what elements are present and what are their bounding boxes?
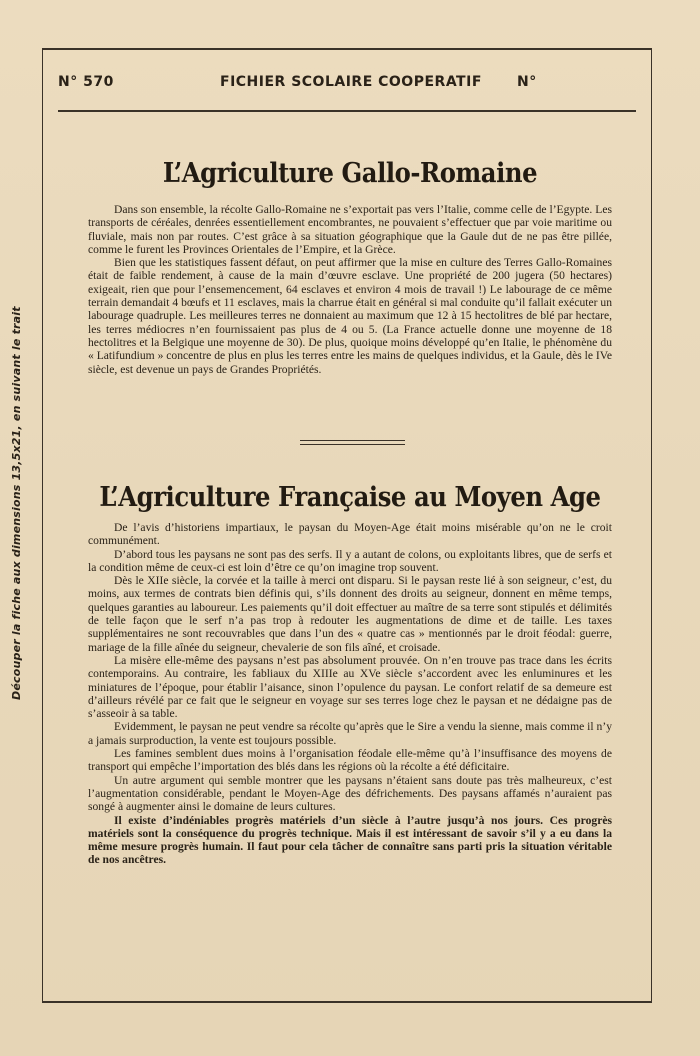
paragraph: Dans son ensemble, la récolte Gallo-Romaine ne s’exportait pas vers l’Italie, comme celle de l’Egypte. Les transports de céréales, denrées essentiellement encombrantes, ne pouvaient s’effectuer que par voie maritime ou fluviale, mais non par routes. C’est grâce à sa situation géographique que la Gaule dut de ne pas être pillée, comme le furent les Provinces Orientales de l’Empire, et la Grèce. [88,203,612,256]
paragraph: Les famines semblent dues moins à l’organisation féodale elle-même qu’à l’insuffisance des moyens de transport qui empêche l’importation des blés dans les régions où la récolte a été déficitaire. [88,747,612,774]
secondary-number: N° [517,74,537,90]
paragraph: La misère elle-même des paysans n’est pas absolument prouvée. On n’en trouve pas trace dans les écrits contemporains. Au contraire, les fabliaux du XIIIe au XVe siècle s’accordent avec les enluminures et les miniatures de l’époque, pour établir l’aisance, sinon l’opulence du paysan. Le confort relatif de sa demeure est d’ailleurs révélé par ce fait que le seigneur en voyage sur ses terres loge chez le paysan et ne dédaigne pas de s’asseoir à sa table. [88,653,612,721]
section2-title: L’Agriculture Française au Moyen Age [99,482,601,513]
header-divider [58,110,636,112]
card-number: N° 570 [58,74,114,90]
paragraph: D’abord tous les paysans ne sont pas des serfs. Il y a autant de colons, ou exploitants libres, que de serfs et la condition même de ceux-ci est loin d’être ce qu’on imagine trop souvent. [88,547,612,574]
section2-body [88,521,612,867]
cutting-instruction: Découper la fiche aux dimensions 13,5x21, en suivant le trait [10,306,23,700]
paragraph: Evidemment, le paysan ne peut vendre sa récolte qu’après que le Sire a vendu la sienne, mais comme il n’y a jamais surproduction, la vente est toujours possible. [88,720,612,747]
section1-title: L’Agriculture Gallo-Romaine [162,158,538,189]
section-divider [300,440,405,445]
paragraph: Bien que les statistiques fassent défaut, on peut affirmer que la mise en culture des Terres Gallo-Romaines était de faible rendement, à cause de la main d’œuvre esclave. Une propriété de 200 jugera (50 hectares) exigeait, rien que pour l’ensemencement, 64 esclaves et environ 4 mois de travail !) Le labourage de ce même terrain demandait 4 bœufs et 11 esclaves, mais la charrue était en général si mal conduite qu’il fallait exécuter un labourage quadruple. Les meilleures terres ne donnaient au maximum que 12 à 15 hectolitres de blé par hectare, les terres médiocres n’en fournissaient pas plus de 4 ou 5. (La France actuelle donne une moyenne de 18 hectolitres et la Belgique une moyenne de 30). De plus, quoique moins développé qu’en Italie, le phénomène du « Latifundium » concentre de plus en plus les terres entre les mains de quelques individus, et la Gaule, dès le IVe siècle, est devenue un pays de Grandes Propriétés. [88,256,612,376]
paragraph: De l’avis d’historiens impartiaux, le paysan du Moyen-Age était moins misérable qu’on ne le croit communément. [88,521,612,548]
publication-title: FICHIER SCOLAIRE COOPERATIF [220,74,482,90]
paragraph: Un autre argument qui semble montrer que les paysans n’étaient sans doute pas très malheureux, c’est l’augmentation considérable, pendant le Moyen-Age des défrichements. Des paysans affamés n’auraient pas songé à augmenter ainsi le domaine de leurs cultures. [88,773,612,814]
paragraph: Il existe d’indéniables progrès matériels d’un siècle à l’autre jusqu’à nos jours. Ces progrès matériels sont la conséquence du progrès technique. Mais il est intéressant de savoir s’il y a eu dans la même mesure progrès humain. Il faut pour cela tâcher de connaître sans parti pris la situation véritable de nos ancêtres. [88,813,612,867]
paragraph: Dès le XIIe siècle, la corvée et la taille à merci ont disparu. Si le paysan reste lié à son seigneur, c’est, du moins, aux termes de contrats bien définis qui, s’ils donnent des droits au seigneur, donnent en même temps, quelques garanties au laboureur. Les paiements qu’il doit effectuer au maître de sa terre sont stipulés et délimités de telle façon que le serf n’a pas trop à redouter les augmentations de dime et de taille. Les taxes supplémentaires ne sont recouvrables que dans l’un des « quatre cas » mentionnés par le droit féodal: guerre, mariage de la fille aînée du seigneur, chevalerie de son fils aîné, et croisade. [88,574,612,654]
section1-body [88,203,612,376]
card-header [58,74,638,96]
